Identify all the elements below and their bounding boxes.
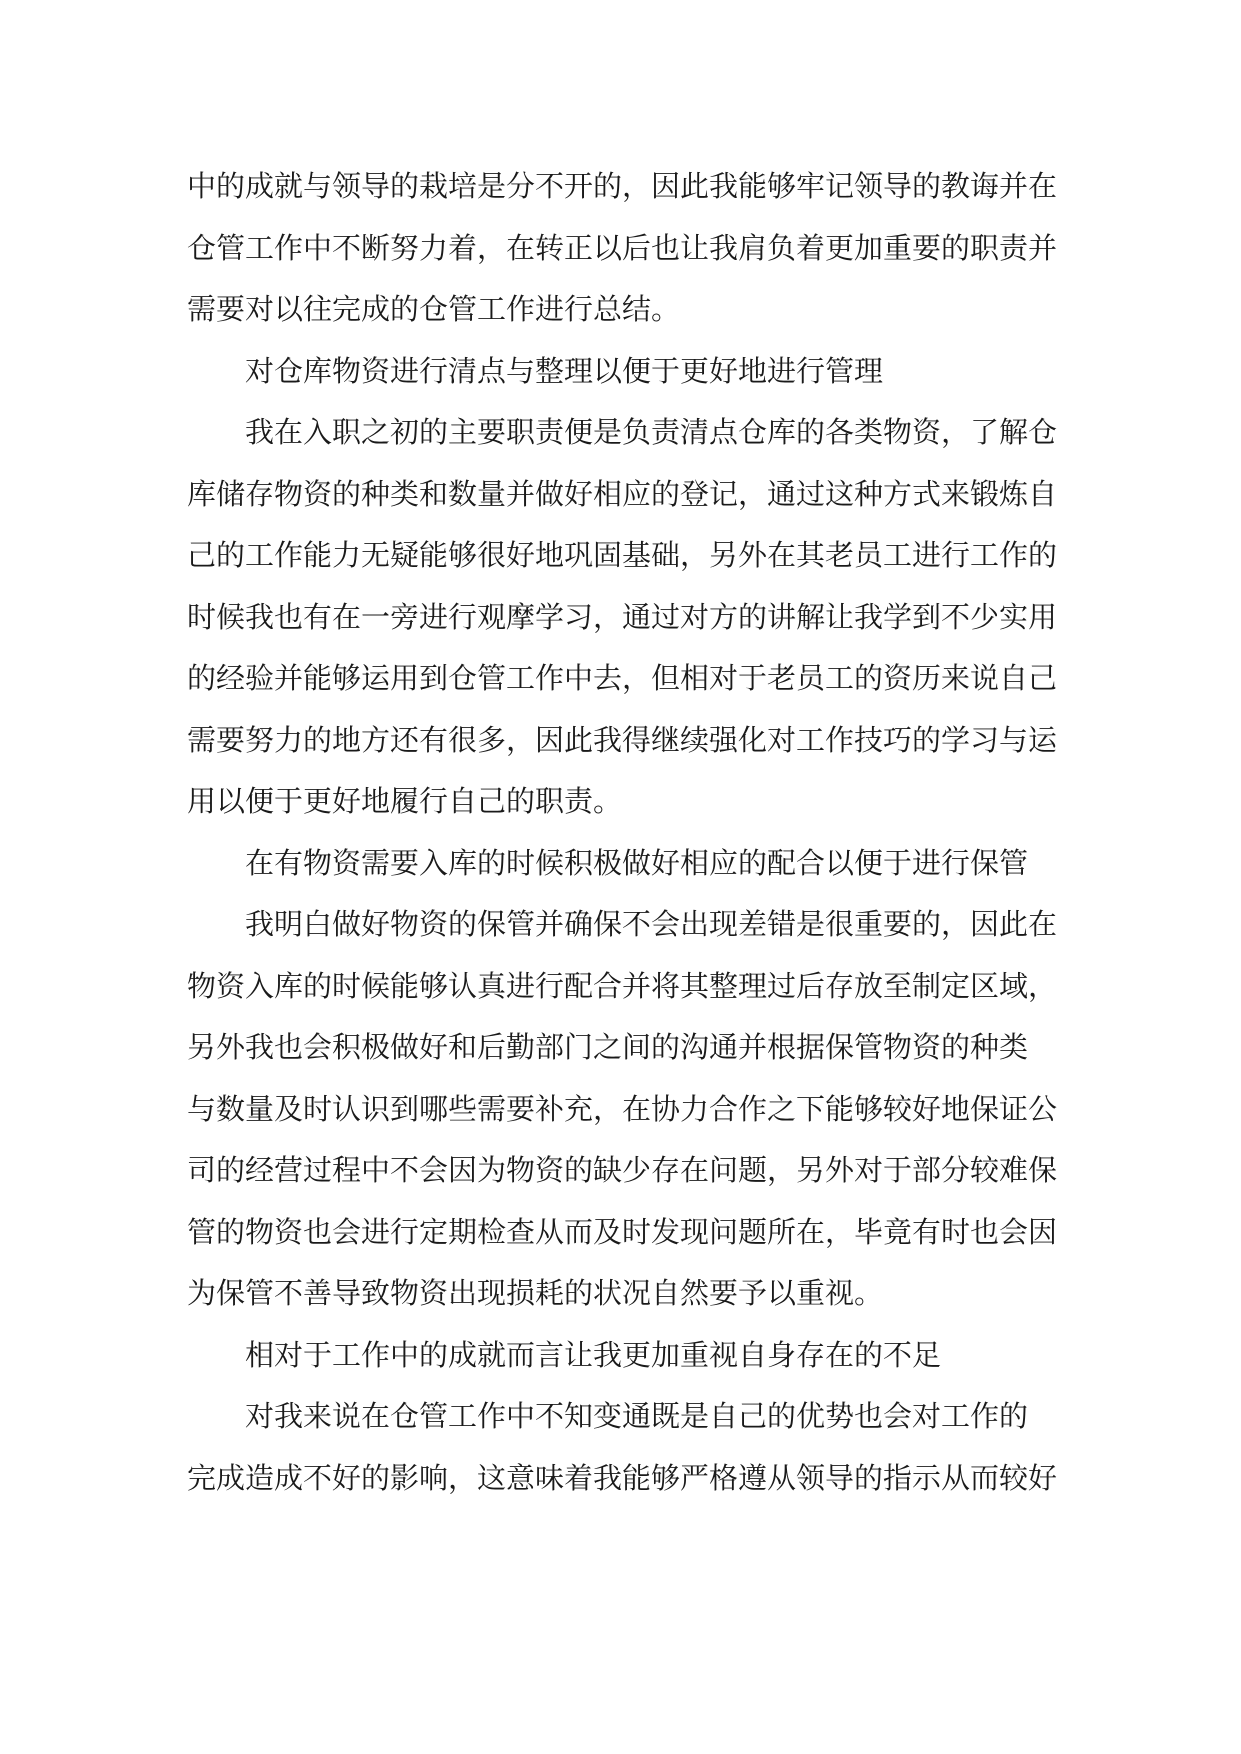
text-line: 管的物资也会进行定期检查从而及时发现问题所在，毕竟有时也会因 <box>187 1214 1058 1249</box>
text-line: 我在入职之初的主要职责便是负责清点仓库的各类物资，了解仓 <box>245 415 1058 449</box>
text-line: 司的经营过程中不会因为物资的缺少存在问题，另外对于部分较难保 <box>187 1153 1058 1187</box>
text-line: 与数量及时认识到哪些需要补充，在协力合作之下能够较好地保证公 <box>187 1091 1058 1126</box>
text-line: 我明白做好物资的保管并确保不会出现差错是很重要的，因此在 <box>245 907 1058 941</box>
text-line: 需要对以往完成的仓管工作进行总结。 <box>187 292 681 326</box>
document-body <box>187 156 1067 1509</box>
section-heading: 对仓库物资进行清点与整理以便于更好地进行管理 <box>245 353 884 388</box>
text-line: 己的工作能力无疑能够很好地巩固基础，另外在其老员工进行工作的 <box>187 538 1058 572</box>
text-line: 用以便于更好地履行自己的职责。 <box>187 784 623 818</box>
text-line: 完成造成不好的影响，这意味着我能够严格遵从领导的指示从而较好 <box>187 1460 1058 1495</box>
text-line: 库储存物资的种类和数量并做好相应的登记，通过这种方式来锻炼自 <box>187 476 1058 511</box>
section-heading: 相对于工作中的成就而言让我更加重视自身存在的不足 <box>245 1337 942 1372</box>
text-line: 时候我也有在一旁进行观摩学习，通过对方的讲解让我学到不少实用 <box>187 599 1058 634</box>
text-line: 为保管不善导致物资出现损耗的状况自然要予以重视。 <box>187 1276 884 1310</box>
text-line: 的经验并能够运用到仓管工作中去，但相对于老员工的资历来说自己 <box>187 661 1058 695</box>
text-line: 仓管工作中不断努力着，在转正以后也让我肩负着更加重要的职责并 <box>187 230 1058 265</box>
section-heading: 在有物资需要入库的时候积极做好相应的配合以便于进行保管 <box>245 845 1029 880</box>
text-line: 对我来说在仓管工作中不知变通既是自己的优势也会对工作的 <box>245 1399 1029 1433</box>
text-line: 中的成就与领导的栽培是分不开的，因此我能够牢记领导的教诲并在 <box>187 169 1058 203</box>
text-line: 需要努力的地方还有很多，因此我得继续强化对工作技巧的学习与运 <box>187 722 1058 757</box>
text-line: 另外我也会积极做好和后勤部门之间的沟通并根据保管物资的种类 <box>187 1030 1029 1064</box>
text-line: 物资入库的时候能够认真进行配合并将其整理过后存放至制定区域， <box>187 968 1058 1003</box>
